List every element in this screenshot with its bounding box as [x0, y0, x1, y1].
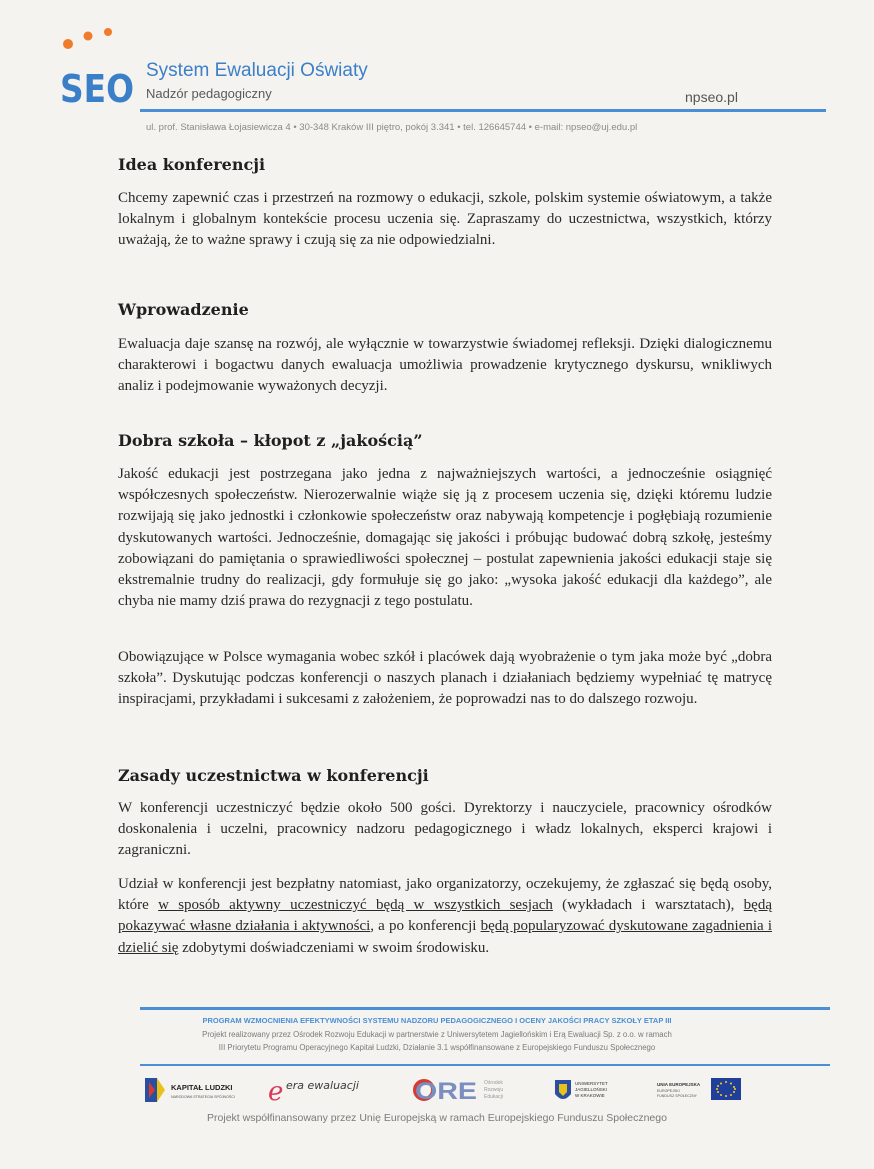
kl-subtitle: NARODOWA STRATEGIA SPÓJNOŚCI — [171, 1095, 235, 1099]
section-idea-paragraph: Chcemy zapewnić czas i przestrzeń na rozmowy o edukacji, szkole, polskim systemie oświatowym, a także lokalnym i globalnym kontekście procesu uczenia się. Zapraszamy do uczestnictwa, wszystkich, którzy uważają, że to ważne sprawy i czują się za nie odpowiedzialni. — [118, 190, 772, 249]
section-quality-paragraph-2: Obowiązujące w Polsce wymagania wobec szkół i placówek dają wyobrażenie o tym jaka może być „dobra szkoła”. Dyskutując podczas konferencji o naszych planach i działaniach będziemy wypełniać tę matrycę inspiracjami, przykładami i sukcesami z założeniem, że poprowadzi nas to do dalszego rozwoju. — [118, 649, 772, 708]
header-url[interactable]: npseo.pl — [685, 89, 738, 105]
participation-text-4: zdobytymi doświadczeniami w swoim środowisku. — [178, 939, 490, 956]
seo-logo — [58, 22, 136, 112]
ore-sub-2: Rozwoju — [484, 1087, 504, 1093]
participation-text-3: , a po konferencji — [370, 918, 481, 935]
ue-line-1: UNIA EUROPEJSKA — [657, 1082, 701, 1087]
uj-line-3: W KRAKOWIE — [575, 1093, 605, 1098]
uj-logo — [553, 1072, 625, 1108]
footer-divider-2 — [140, 1064, 830, 1066]
ore-logo — [412, 1072, 512, 1108]
ore-sub-1: Ośrodek — [484, 1080, 503, 1086]
uj-line-1: UNIWERSYTET — [575, 1081, 608, 1086]
footer-bottom: Projekt współfinansowany przez Unię Europejską w ramach Europejskiego Funduszu Społecznego — [207, 1112, 667, 1124]
logo-dot-2 — [84, 32, 93, 41]
participation-underline-2: będą pokazywać własne działania i aktywności — [118, 897, 772, 935]
kapital-ludzki-logo — [143, 1072, 243, 1108]
logo-text: SEO — [60, 67, 134, 111]
section-heading-quality: Dobra szkoła – kłopot z „jakością” — [118, 431, 423, 450]
header-divider — [140, 109, 826, 112]
section-heading-intro: Wprowadzenie — [118, 300, 249, 319]
section-participation-paragraph-2 — [118, 874, 772, 959]
uj-line-2: JAGIELLOŃSKI — [575, 1087, 608, 1092]
participation-text-1: Udział w konferencji jest bezpłatny natomiast, jako organizatorzy, oczekujemy, że zgłaszać się będą osoby, które — [118, 876, 772, 914]
section-heading-participation: Zasady uczestnictwa w konferencji — [118, 766, 429, 785]
section-quality-paragraph-1: Jakość edukacji jest postrzegana jako jedna z najważniejszych wartości, a jednocześnie osiągnięć współczesnych społeczeństw. Nierozerwalnie wiąże się ją z procesem uczenia się, dzięki któremu ludzie rozwijają się jako jednostki i członkowie społeczeństw oraz nabywają kompetencje i pogłębiają rozumienie dyskutowanych wartości. Jednocześnie, domagając się jakości i próbując budować dobrą szkołę, jesteśmy zobowiązani do pamiętania o sprawiedliwości społecznej – postulat zapewnienia jakości edukacji staje się ekstremalnie trudny do realizacji, gdy formułuje się go jako: „wysoka jakość edukacji dla każdego”, ale chyba nie mamy dziś prawa do rezygnacji z tego postulatu. — [118, 466, 772, 610]
participation-underline-1: w sposób aktywny uczestniczyć będą w wszystkich sesjach — [158, 897, 553, 914]
ue-line-3: FUNDUSZ SPOŁECZNY — [657, 1094, 697, 1098]
logo-dot-3 — [104, 28, 112, 36]
footer-divider — [140, 1007, 830, 1010]
kl-title: KAPITAŁ LUDZKI — [171, 1083, 233, 1092]
ue-line-2: EUROPEJSKI — [657, 1089, 680, 1093]
header-title: System Ewaluacji Oświaty — [146, 60, 368, 81]
ue-logo — [657, 1072, 743, 1108]
logo-dot-1 — [63, 39, 73, 49]
ore-text: ORE — [415, 1078, 477, 1105]
footer-line-2: III Priorytetu Programu Operacyjnego Kapitał Ludzki, Działanie 3.1 współfinansowane z Europejskiego Funduszu Społecznego — [218, 1043, 656, 1052]
era-ewaluacji-logo — [268, 1072, 378, 1108]
header-address: ul. prof. Stanisława Łojasiewicza 4 • 30-348 Kraków III piętro, pokój 3.341 • tel. 126645744 • e-mail: npseo@uj.edu.pl — [146, 122, 638, 133]
era-e-icon: e — [268, 1077, 284, 1107]
section-heading-idea: Idea konferencji — [118, 155, 266, 174]
era-text: era ewaluacji — [286, 1079, 359, 1092]
section-participation-paragraph-1: W konferencji uczestniczyć będzie około 500 gości. Dyrektorzy i nauczyciele, pracownicy ośrodków doskonalenia i uczelni, pracownicy nadzoru pedagogicznego i władz lokalnych, eksperci krajowi i zagraniczni. — [118, 800, 772, 859]
ore-sub-3: Edukacji — [484, 1094, 503, 1100]
footer-line-1: Projekt realizowany przez Ośrodek Rozwoju Edukacji w partnerstwie z Uniwersytetem Jagiellońskim i Erą Ewaluacji Sp. z o.o. w ramach — [202, 1030, 672, 1039]
footer-program: PROGRAM WZMOCNIENIA EFEKTYWNOŚCI SYSTEMU NADZORU PEDAGOGICZNEGO I OCENY JAKOŚCI PRACY SZKOŁY ETAP III — [202, 1016, 672, 1025]
participation-underline-3: będą popularyzować dyskutowane zagadnienia i dzielić się — [118, 918, 772, 956]
participation-text-2: (wykładach i warsztatach), — [552, 897, 744, 914]
section-intro-paragraph: Ewaluacja daje szansę na rozwój, ale wyłącznie w towarzystwie świadomej refleksji. Dzięki dialogicznemu charakterowi i bogactwu danych ewaluacja umożliwia prowadzenie krytycznego dyskursu, wnikliwych analiz i podejmowanie wyważonych decyzji. — [118, 336, 772, 395]
header-subtitle: Nadzór pedagogiczny — [146, 86, 272, 101]
